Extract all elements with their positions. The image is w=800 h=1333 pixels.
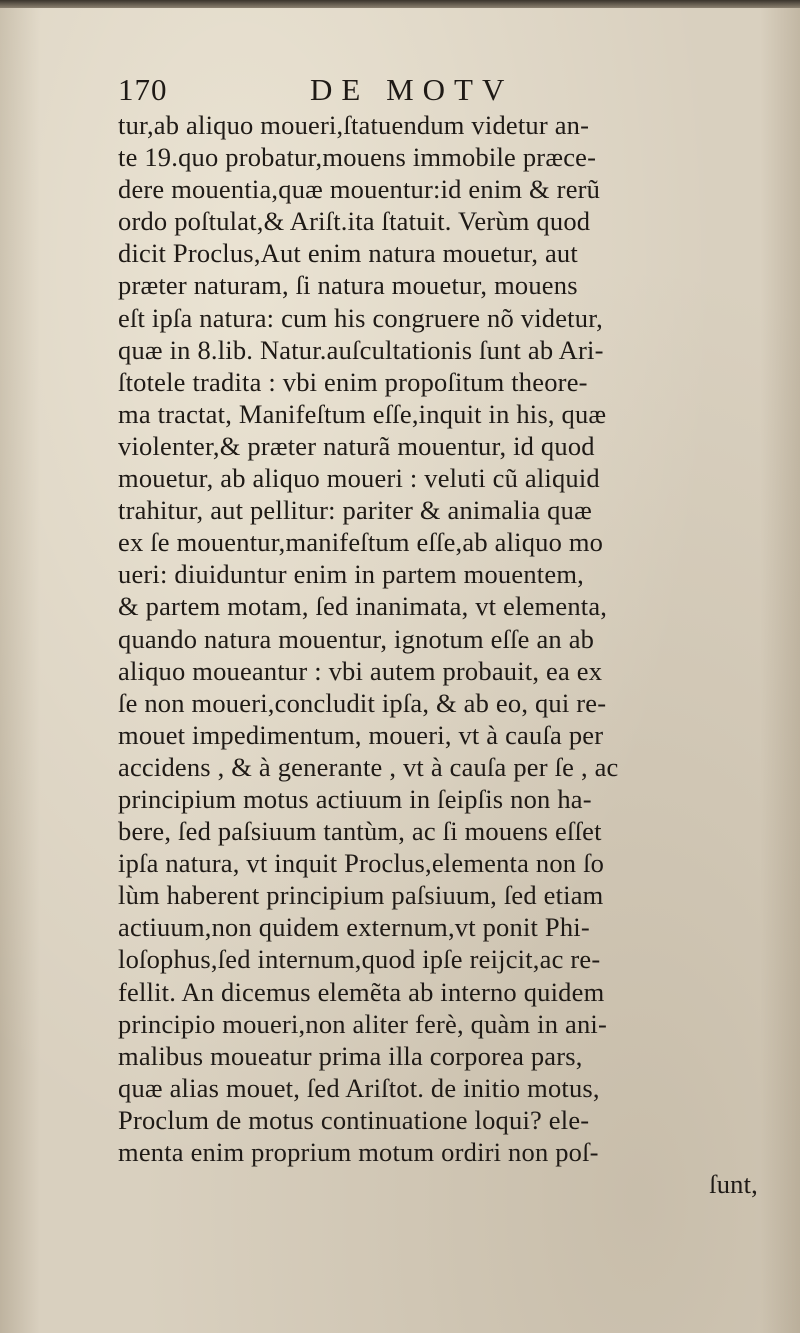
text-line: eſt ipſa natura: cum his congruere nõ videtur, xyxy=(118,302,603,333)
text-line: quando natura mouentur, ignotum eſſe an ab xyxy=(118,623,595,654)
text-line: dicit Proclus,Aut enim natura mouetur, aut xyxy=(118,238,578,269)
page-number: 170 xyxy=(118,72,168,107)
text-line: tur,ab aliquo moueri,ſtatuendum videtur an- xyxy=(118,110,590,140)
running-title: DE MOTV xyxy=(310,72,514,107)
text-line: lùm haberent principium paſsiuum, ſed etiam xyxy=(118,880,604,911)
text-line: violenter,& præter naturã mouentur, id quod xyxy=(118,430,595,461)
text-line: ma tractat, Manifeſtum eſſe,inquit in his, quæ xyxy=(118,398,607,429)
text-line: te 19.quo probatur,mouens immobile præce- xyxy=(118,142,597,173)
page-top-edge xyxy=(0,0,800,8)
text-line: fellit. An dicemus elemẽta ab interno quidem xyxy=(118,976,605,1007)
text-line: Proclum de motus continuatione loqui? ele- xyxy=(118,1104,590,1135)
body-text xyxy=(118,109,768,1200)
text-line: trahitur, aut pellitur: pariter & animalia quæ xyxy=(118,495,592,526)
text-line: mouetur, ab aliquo moueri : veluti cũ aliquid xyxy=(118,463,600,494)
text-line: loſophus,ſed internum,quod ipſe reijcit,ac re- xyxy=(118,944,601,975)
page-header xyxy=(118,72,758,112)
text-line: quæ alias mouet, ſed Ariſtot. de initio motus, xyxy=(118,1072,600,1103)
text-line: ordo poſtulat,& Ariſt.ita ſtatuit. Verùm quod xyxy=(118,206,591,237)
text-line: bere, ſed paſsiuum tantùm, ac ſi mouens eſſet xyxy=(118,816,602,847)
text-line: ſe non moueri,concludit ipſa, & ab eo, qui re- xyxy=(118,687,607,718)
text-line: quæ in 8.lib. Natur.auſcultationis ſunt ab Ari- xyxy=(118,334,604,365)
text-line: ueri: diuiduntur enim in partem mouentem, xyxy=(118,559,584,590)
catchword: ſunt, xyxy=(709,1169,758,1200)
text-line: malibus moueatur prima illa corporea pars, xyxy=(118,1040,583,1071)
text-line: menta enim proprium motum ordiri non poſ- xyxy=(118,1137,599,1167)
text-line: ſtotele tradita : vbi enim propoſitum theore- xyxy=(118,366,588,397)
text-line: accidens , & à generante , vt à cauſa per ſe , ac xyxy=(118,751,619,782)
text-line: præter naturam, ſi natura mouetur, mouens xyxy=(118,270,578,301)
text-line: principium motus actiuum in ſeipſis non ha- xyxy=(118,783,592,814)
text-line: actiuum,non quidem externum,vt ponit Phi- xyxy=(118,912,590,943)
text-line: aliquo moueantur : vbi autem probauit, ea ex xyxy=(118,655,603,686)
text-line: dere mouentia,quæ mouentur:id enim & rerũ xyxy=(118,174,601,205)
text-line: principio moueri,non aliter ferè, quàm in ani- xyxy=(118,1008,607,1039)
text-line: ipſa natura, vt inquit Proclus,elementa non ſo xyxy=(118,848,605,879)
text-line: mouet impedimentum, moueri, vt à cauſa per xyxy=(118,719,604,750)
text-line: & partem motam, ſed inanimata, vt elementa, xyxy=(118,591,608,622)
text-line: ex ſe mouentur,manifeſtum eſſe,ab aliquo mo xyxy=(118,527,604,558)
